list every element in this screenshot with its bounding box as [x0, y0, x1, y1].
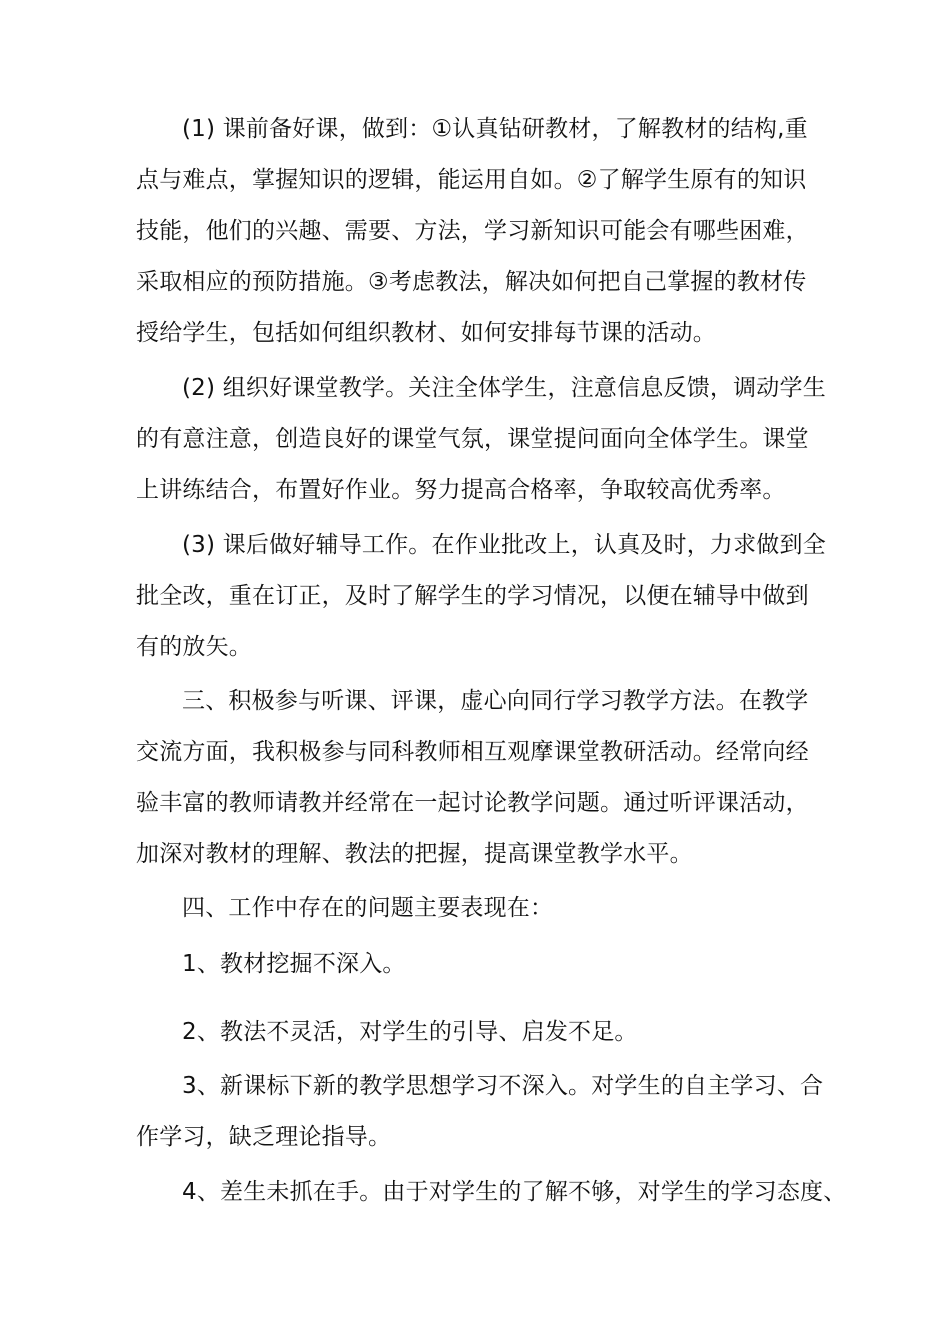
- section-3-line-1: 三、积极参与听课、评课，虚心向同行学习教学方法。在教学: [182, 688, 809, 714]
- section-3-line-2: 交流方面，我积极参与同科教师相互观摩课堂教研活动。经常向经: [136, 739, 809, 765]
- paragraph-3-line-1: (3) 课后做好辅导工作。在作业批改上，认真及时，力求做到全: [182, 532, 826, 558]
- problem-item-2: 2、教法不灵活，对学生的引导、启发不足。: [182, 1019, 638, 1045]
- paragraph-2-line-3: 上讲练结合，布置好作业。努力提高合格率，争取较高优秀率。: [136, 477, 786, 503]
- paragraph-2-line-2: 的有意注意，创造良好的课堂气氛，课堂提问面向全体学生。课堂: [136, 426, 809, 452]
- paragraph-1-line-1: (1) 课前备好课，做到：①认真钻研教材，了解教材的结构,重: [182, 116, 808, 142]
- paragraph-1-line-4: 采取相应的预防措施。③考虑教法，解决如何把自己掌握的教材传: [136, 269, 807, 295]
- problem-item-1: 1、教材挖掘不深入。: [182, 951, 406, 977]
- problem-item-3-line-2: 作学习，缺乏理论指导。: [136, 1124, 392, 1150]
- paragraph-1-line-3: 技能，他们的兴趣、需要、方法，学习新知识可能会有哪些困难，: [136, 218, 809, 244]
- section-4-heading: 四、工作中存在的问题主要表现在：: [182, 895, 554, 921]
- section-3-line-3: 验丰富的教师请教并经常在一起讨论教学问题。通过听评课活动，: [136, 790, 809, 816]
- problem-item-4-line-1: 4、差生未抓在手。由于对学生的了解不够，对学生的学习态度、: [182, 1179, 847, 1205]
- paragraph-1-line-5: 授给学生，包括如何组织教材、如何安排每节课的活动。: [136, 320, 716, 346]
- paragraph-3-line-3: 有的放矢。: [136, 634, 252, 660]
- problem-item-3-line-1: 3、新课标下新的教学思想学习不深入。对学生的自主学习、合: [182, 1073, 824, 1099]
- paragraph-3-line-2: 批全改，重在订正，及时了解学生的学习情况，以便在辅导中做到: [136, 583, 809, 609]
- paragraph-1-line-2: 点与难点，掌握知识的逻辑，能运用自如。②了解学生原有的知识: [136, 167, 807, 193]
- section-3-line-4: 加深对教材的理解、教法的把握，提高课堂教学水平。: [136, 841, 693, 867]
- paragraph-2-line-1: (2) 组织好课堂教学。关注全体学生，注意信息反馈，调动学生: [182, 375, 826, 401]
